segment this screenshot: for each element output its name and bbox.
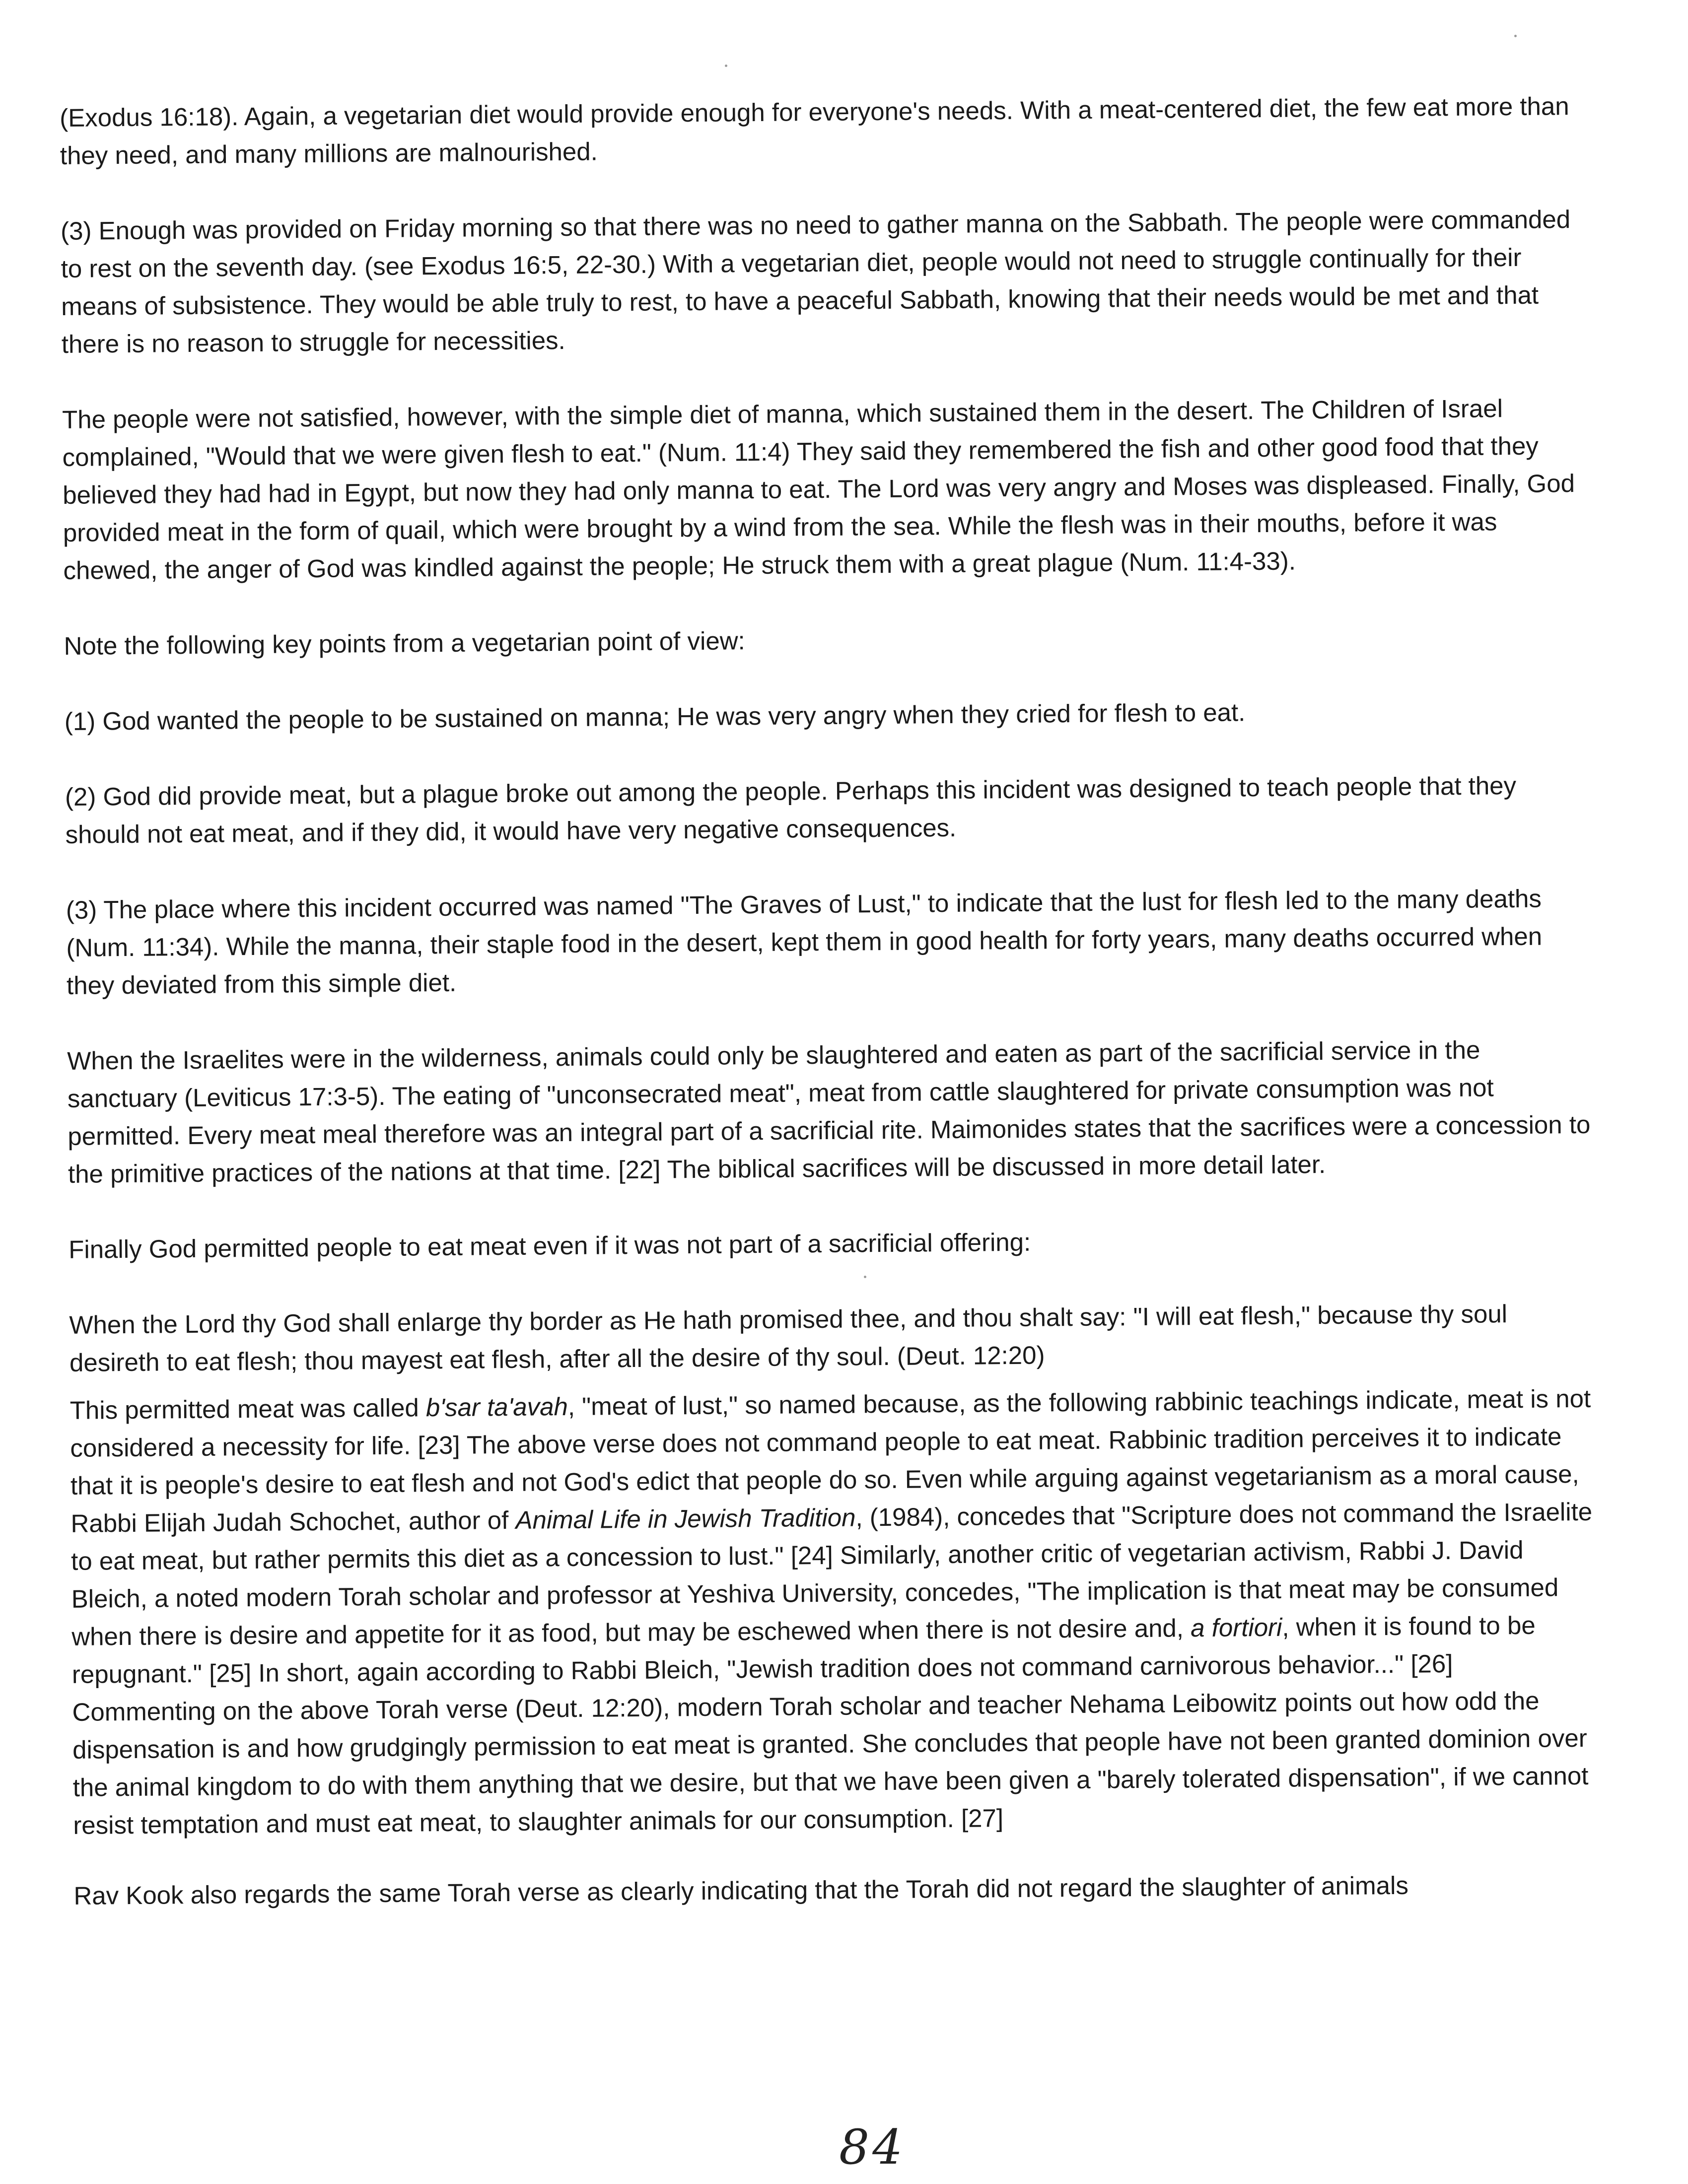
list-item: (1) God wanted the people to be sustained on manna; He was very angry when they cried for flesh to eat.	[64, 698, 1246, 736]
paragraph: (Exodus 16:18). Again, a vegetarian diet would provide enough for everyone's needs. With a meat-centered diet, the few eat more than they need, and many millions are malnourished.	[60, 92, 1569, 170]
block-quote: When the Lord thy God shall enlarge thy border as He hath promised thee, and thou shalt say: "I will eat flesh," because thy soul desireth to eat flesh; thou mayest eat flesh, after all the desire of thy soul. (Deut. 12:20)	[69, 1299, 1508, 1377]
document-body	[60, 87, 1603, 1953]
list-item: (3) The place where this incident occurred was named "The Graves of Lust," to indicate that the lust for flesh led to the many deaths (Num. 11:34). While the manna, their staple food in the desert, kept them in good health for forty years, many deaths occurred when they deviated from this simple diet.	[66, 884, 1543, 1000]
text-run: , (1984), concedes that "Scripture does not command the Israelite to eat meat, but rather permits this diet as a concession to lust." [24] Similarly, another critic of vegetarian activism, Rabbi J. David Bleich, a noted modern Torah scholar and professor at Yeshiva University, concedes, "The implication is that meat may be consumed when there is desire and appetite for it as food, but may be eschewed when there is not desire and,	[70, 1497, 1593, 1651]
italic-term: b'sar ta'avah	[425, 1392, 568, 1422]
paragraph-long	[70, 1380, 1602, 1844]
scan-speck	[864, 1276, 866, 1278]
paragraph: Finally God permitted people to eat meat even if it was not part of a sacrificial offering:	[68, 1228, 1031, 1264]
paragraph: When the Israelites were in the wilderness, animals could only be slaughtered and eaten as part of the sacrificial service in the sanctuary (Leviticus 17:3-5). The eating of "unconsecrated meat", meat from cattle slaughtered for private consumption was not permitted. Every meat meal therefore was an integral part of a sacrificial rite. Maimonides states that the sacrifices were a concession to the primitive practices of the nations at that time. [22] The biblical sacrifices will be discussed in more detail later.	[67, 1035, 1591, 1188]
text-run: , when it is found to be repugnant." [25] In short, again according to Rabbi Bleich, "Jewish tradition does not command carnivorous behavior..." [26] Commenting on the above Torah verse (Deut. 12:20), modern Torah scholar and teacher Nehama Leibowitz points out how odd the dispensation is and how grudgingly permission to eat meat is granted. She concludes that people have not been granted dominion over the animal kingdom to do with them anything that we desire, but that we have been given a "barely tolerated dispensation", if we cannot resist temptation and must eat meat, to slaughter animals for our consumption. [27]	[71, 1611, 1589, 1840]
paragraph: (3) Enough was provided on Friday morning so that there was no need to gather manna on the Sabbath. The people were commanded to rest on the seventh day. (see Exodus 16:5, 22-30.) With a vegetarian diet, people would not need to struggle continually for their means of subsistence. They would be able truly to rest, to have a peaceful Sabbath, knowing that their needs would be met and that there is no reason to struggle for necessities.	[60, 205, 1571, 358]
paragraph: Rav Kook also regards the same Torah verse as clearly indicating that the Torah did not regard the slaughter of animals	[73, 1871, 1409, 1910]
text-run: This permitted meat was called	[70, 1393, 426, 1425]
paragraph: The people were not satisfied, however, with the simple diet of manna, which sustained them in the desert. The Children of Israel complained, "Would that we were given flesh to eat." (Num. 11:4) They said they remembered the fish and other good food that they believed they had had in Egypt, but now they had only manna to eat. The Lord was very angry and Moses was displeased. Finally, God provided meat in the form of quail, which were brought by a wind from the sea. While the flesh was in their mouths, before it was chewed, the anger of God was kindled against the people; He struck them with a great plague (Num. 11:4-33).	[62, 394, 1575, 585]
list-item: (2) God did provide meat, but a plague broke out among the people. Perhaps this incident was designed to teach people that they should not eat meat, and if they did, it would have very negative consequences.	[65, 771, 1517, 849]
text-run: , "meat of lust," so named because, as the following rabbinic teachings indicate, meat is not considered a necessity for life. [23] The above verse does not command people to eat meat. Rabbinic tradition perceives it to indicate that it is people's desire to eat flesh and not God's edict that people do so. Even while arguing against vegetarianism as a moral cause, Rabbi Elijah Judah Schochet, author of	[70, 1384, 1591, 1538]
scan-speck	[725, 65, 727, 67]
scan-speck	[1514, 35, 1517, 37]
page-number: 84	[839, 2119, 906, 2175]
latin-phrase: a fortiori	[1190, 1613, 1282, 1642]
paragraph: Note the following key points from a vegetarian point of view:	[64, 626, 745, 660]
book-title: Animal Life in Jewish Tradition	[515, 1503, 856, 1534]
